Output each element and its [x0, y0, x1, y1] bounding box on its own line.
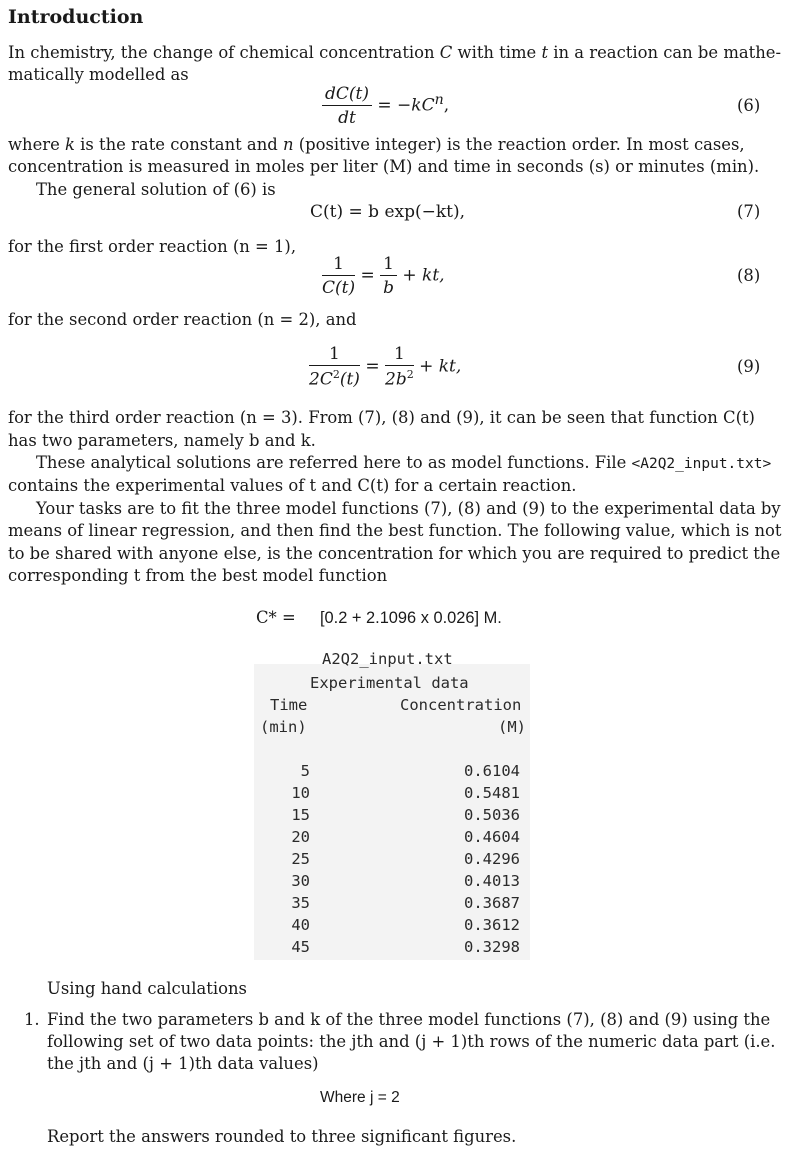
equation-9-label: (9): [737, 357, 761, 376]
equation-6-label: (6): [737, 96, 761, 115]
equation-8-label: (8): [737, 266, 761, 285]
table-cell-concentration: 0.5481: [464, 784, 520, 802]
table-cell-concentration: 0.3687: [464, 894, 520, 912]
table-cell-concentration: 0.4604: [464, 828, 520, 846]
table-cell-time: 15: [291, 806, 310, 824]
intro-paragraph-line-2: matically modelled as: [8, 65, 189, 84]
where-j-text: Where j = 2: [320, 1089, 400, 1106]
file-reference: <A2Q2_input.txt>: [631, 456, 772, 472]
table-cell-time: 30: [291, 872, 310, 890]
table-cell-time: 20: [291, 828, 310, 846]
table-cell-time: 10: [291, 784, 310, 802]
paragraph-6-line-1: Your tasks are to fit the three model functions (7), (8) and (9) to the experimental data by: [36, 499, 781, 518]
paragraph-6-line-3: to be shared with anyone else, is the concentration for which you are required to predict the: [8, 544, 781, 563]
table-cell-concentration: 0.4013: [464, 872, 520, 890]
equation-6: $\frac{dC(t)}{dt}$ = $-kC^n$,: [322, 84, 449, 128]
paragraph-4-line-1: for the third order reaction (n = 3). From (7), (8) and (9), it can be seen that function C(t): [8, 408, 755, 427]
paragraph-5-line-1: These analytical solutions are referred here to as model functions. File <A2Q2_input.txt>: [36, 453, 772, 472]
paragraph-3: The general solution of (6) is: [36, 180, 276, 199]
cstar-value: [0.2 + 2.1096 x 0.026] M.: [320, 609, 502, 627]
page-title: Introduction: [8, 6, 144, 28]
time-header: Time: [270, 696, 308, 714]
equation-9: $\frac{1}{2C^2(t)}$ = $\frac{1}{2b^2}$ + kt,: [309, 344, 462, 390]
table-cell-time: 5: [300, 762, 310, 780]
paragraph-6-line-2: means of linear regression, and then find the best function. The following value, which is not: [8, 521, 782, 540]
table-cell-time: 40: [291, 916, 310, 934]
table-cell-concentration: 0.4296: [464, 850, 520, 868]
table-cell-concentration: 0.5036: [464, 806, 520, 824]
equation-8: $\frac{1}{C(t)}$ = $\frac{1}{b}$ + kt,: [322, 254, 445, 298]
item-1-line-2: following set of two data points: the jth and (j + 1)th rows of the numeric data part (i.e.: [47, 1032, 776, 1051]
table-cell-time: 35: [291, 894, 310, 912]
table-cell-concentration: 0.3298: [464, 938, 520, 956]
equation-7-label: (7): [737, 202, 761, 221]
first-order-text: for the first order reaction (n = 1),: [8, 237, 297, 256]
cstar-label: C* =: [256, 608, 296, 627]
item-1-line-1: Find the two parameters b and k of the three model functions (7), (8) and (9) using the: [47, 1010, 771, 1029]
equation-7: C(t) = b exp(−kt),: [310, 202, 466, 222]
paragraph-4-line-2: has two parameters, namely b and k.: [8, 431, 316, 450]
time-unit-header: (min): [260, 718, 307, 736]
item-1-number: 1.: [24, 1010, 40, 1029]
section-subheading: Using hand calculations: [47, 979, 247, 998]
paragraph-5-line-2: contains the experimental values of t and C(t) for a certain reaction.: [8, 476, 577, 495]
item-1-line-3: the jth and (j + 1)th data values): [47, 1054, 319, 1073]
table-cell-concentration: 0.6104: [464, 762, 520, 780]
second-order-text: for the second order reaction (n = 2), and: [8, 310, 357, 329]
table-cell-time: 25: [291, 850, 310, 868]
paragraph-6-line-4: corresponding t from the best model function: [8, 566, 388, 585]
report-instruction: Report the answers rounded to three significant figures.: [47, 1127, 517, 1146]
table-title: Experimental data: [310, 674, 469, 692]
table-cell-concentration: 0.3612: [464, 916, 520, 934]
data-table: [254, 650, 530, 960]
table-cell-time: 45: [291, 938, 310, 956]
paragraph-2-line-2: concentration is measured in moles per liter (M) and time in seconds (s) or minutes (min).: [8, 157, 760, 176]
paragraph-2-line-1: where k is the rate constant and n (positive integer) is the reaction order. In most cases,: [8, 135, 745, 154]
concentration-unit-header: (M): [498, 718, 526, 736]
concentration-header: Concentration: [400, 696, 522, 714]
table-filename: A2Q2_input.txt: [322, 650, 453, 668]
intro-paragraph-line-1: In chemistry, the change of chemical concentration C with time t in a reaction can be mathe-: [8, 43, 782, 62]
